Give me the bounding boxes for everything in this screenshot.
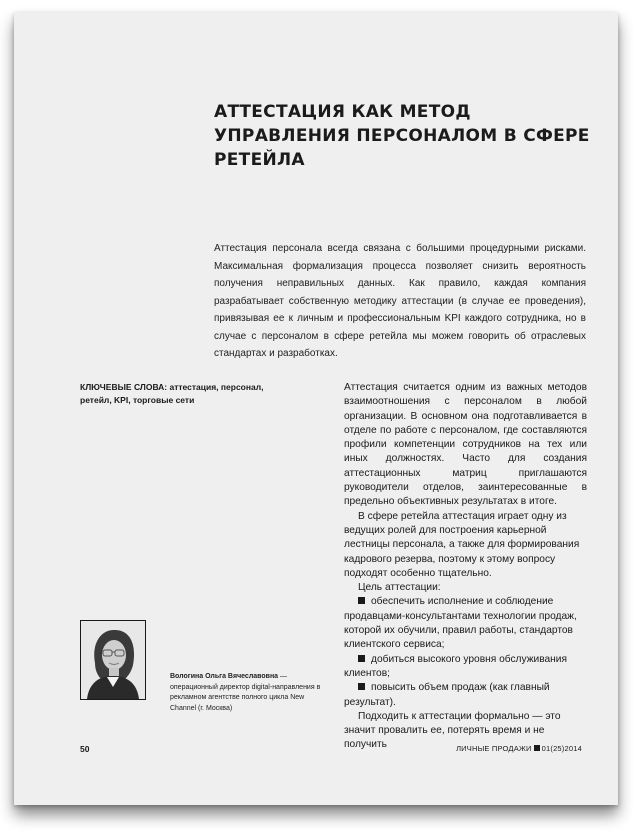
keywords-label: КЛЮЧЕВЫЕ СЛОВА:	[80, 382, 168, 392]
square-separator-icon	[534, 745, 540, 751]
article-body	[344, 381, 587, 753]
bullet-item-2: добиться высокого уровня обслуживания клиентов;	[344, 653, 568, 679]
body-paragraph-2: В сфере ретейла аттестация играет одну из ведущих ролей для построения карьерной лестницы персонала, а также для формирования кадрового резерва, поэтому к этому вопросу подходят особенно тщательно.	[344, 510, 580, 579]
article-lead: Аттестация персонала всегда связана с большими процедурными рисками. Максимальная формализация процесса позволяет снизить вероятность получения неправильных данных. Как правило, каждая компания разрабатывает собственную методику аттестации (в случае ее проведения), привязывая ее к личным и профессиональным KPI каждого сотрудника, но в случае с персоналом в сфере ретейла мы можем говорить об отраслевых стандартах и разработках.	[214, 243, 586, 359]
bullet-square-icon	[358, 683, 365, 690]
page-number: 50	[80, 744, 90, 754]
bullet-item-1: обеспечить исполнение и соблюдение продавцами-консультантами технологии продаж, которой их обучили, правил работы, стандартов клиентского сервиса;	[344, 596, 577, 651]
author-name: Вологина Ольга Вячеславовна	[170, 673, 279, 680]
issue-number: 01(25)2014	[541, 744, 582, 753]
keywords	[80, 381, 290, 407]
author-caption	[170, 672, 330, 714]
magazine-name: ЛИЧНЫЕ ПРОДАЖИ	[456, 744, 532, 753]
bullet-square-icon	[358, 655, 365, 662]
body-paragraph-4: Подходить к аттестации формально — это значит провалить ее, потерять время и не получить	[344, 710, 561, 751]
bullet-square-icon	[358, 597, 365, 604]
footer-issue	[456, 744, 582, 753]
author-photo	[80, 620, 146, 700]
bullet-item-3: повысить объем продаж (как главный результат).	[344, 682, 550, 708]
article-title: АТТЕСТАЦИЯ КАК МЕТОД УПРАВЛЕНИЯ ПЕРСОНАЛОМ В СФЕРЕ РЕТЕЙЛА	[214, 102, 590, 170]
keywords-text: аттестация, персонал, ретейл, KPI, торговые сети	[80, 382, 264, 405]
magazine-page	[14, 12, 618, 805]
body-paragraph-1: Аттестация считается одним из важных методов взаимоотношения с персоналом в любой организации. В основном она подготавливается в отделе по работе с персоналом, где составляются профили компетенции сотрудников на тех или иных должностях. Часто для создания аттестационных матриц приглашаются руководители отделов, заинтересованные в предельно объективных результатах в итоге.	[344, 382, 587, 508]
author-portrait-icon	[81, 621, 145, 699]
body-paragraph-3: Цель аттестации:	[358, 582, 441, 594]
author-description: — операционный директор digital-направления в рекламном агентстве полного цикла New Channel (г. Москва)	[170, 673, 321, 712]
